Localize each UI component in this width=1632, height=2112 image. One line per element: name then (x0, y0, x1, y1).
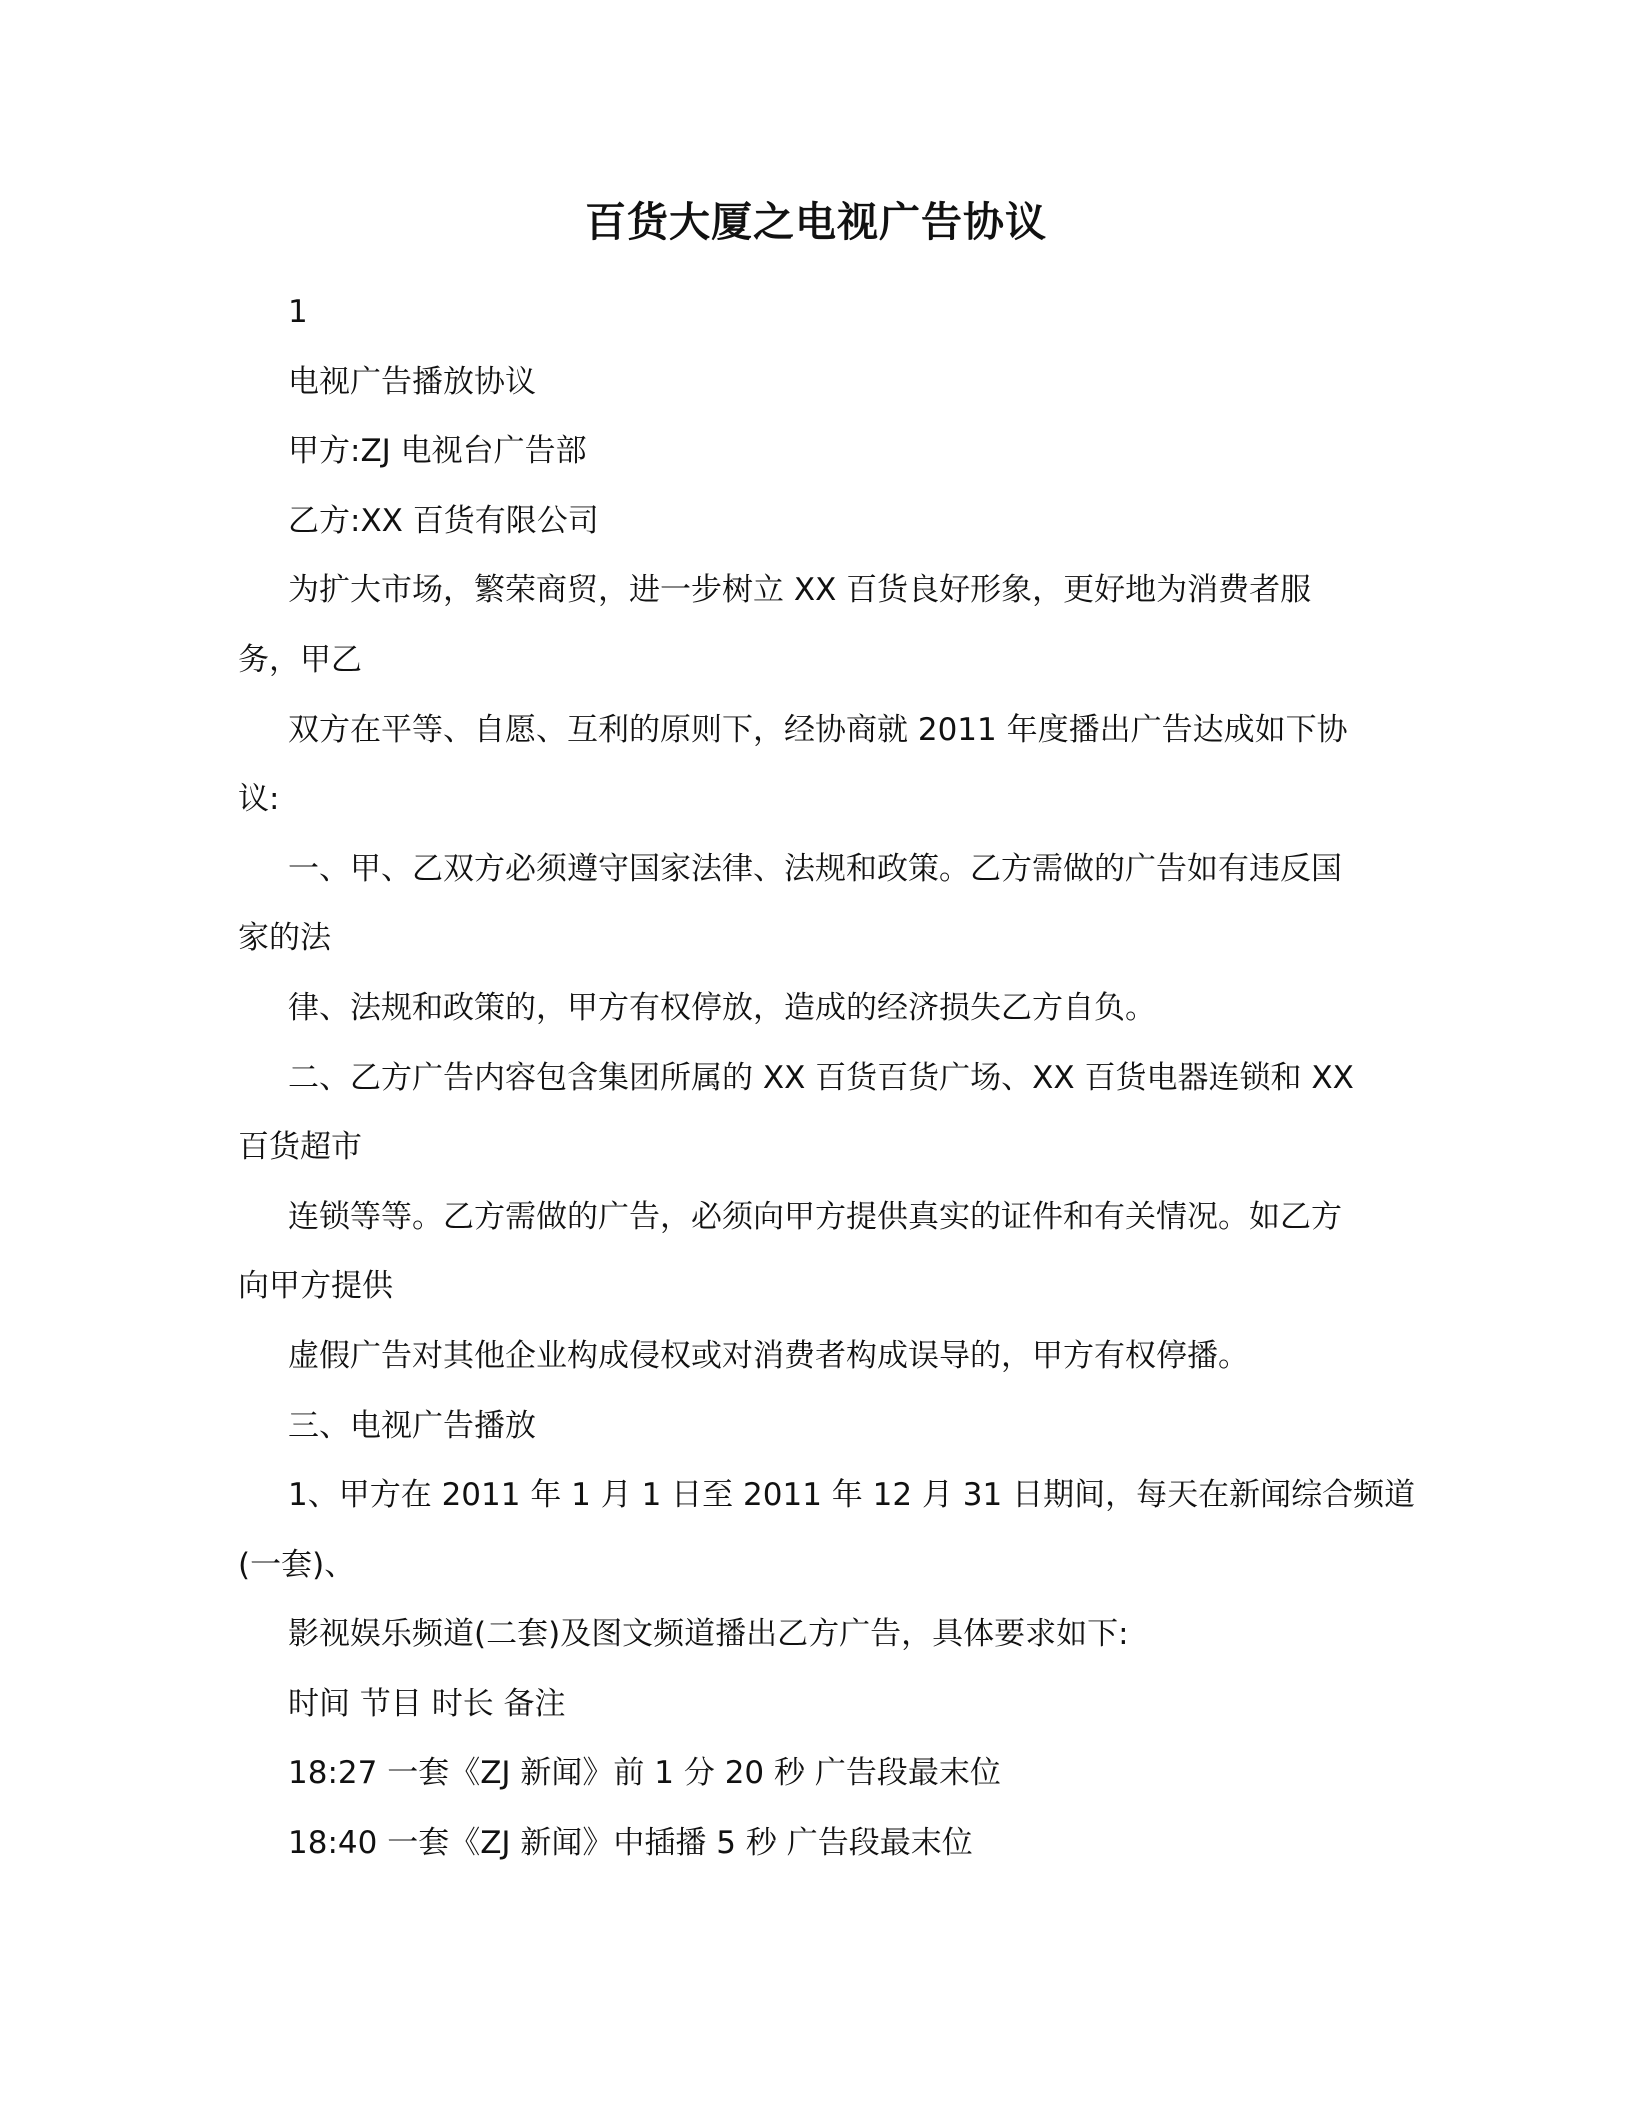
schedule-row: 18:27 一套《ZJ 新闻》前 1 分 20 秒 广告段最末位 (288, 1755, 1001, 1792)
party-a: 甲方:ZJ 电视台广告部 (288, 433, 587, 470)
paragraph-line: 虚假广告对其他企业构成侵权或对消费者构成误导的，甲方有权停播。 (288, 1337, 1249, 1374)
paragraph-line: 律、法规和政策的，甲方有权停放，造成的经济损失乙方自负。 (288, 989, 1156, 1026)
paragraph-line: 连锁等等。乙方需做的广告，必须向甲方提供真实的证件和有关情况。如乙方 (288, 1198, 1342, 1235)
paragraph-line: 向甲方提供 (238, 1268, 393, 1305)
clause-two: 二、乙方广告内容包含集团所属的 XX 百货百货广场、XX 百货电器连锁和 XX (288, 1059, 1354, 1096)
paragraph-line: 务，甲乙 (238, 641, 362, 678)
document-body (238, 278, 1416, 1879)
document-title: 百货大厦之电视广告协议 (585, 198, 1047, 246)
clause-three: 三、电视广告播放 (288, 1407, 536, 1444)
paragraph-line: 为扩大市场，繁荣商贸，进一步树立 XX 百货良好形象，更好地为消费者服 (288, 572, 1312, 609)
subclause-one: 1、甲方在 2011 年 1 月 1 日至 2011 年 12 月 31 日期间，每天在新闻综合频道 (288, 1477, 1416, 1514)
paragraph-line: 百货超市 (238, 1129, 362, 1166)
line-number: 1 (288, 294, 308, 330)
schedule-row: 18:40 一套《ZJ 新闻》中插播 5 秒 广告段最末位 (288, 1825, 973, 1862)
paragraph-line: 影视娱乐频道(二套)及图文频道播出乙方广告，具体要求如下: (288, 1616, 1129, 1653)
party-b: 乙方:XX 百货有限公司 (288, 502, 599, 539)
clause-one: 一、甲、乙双方必须遵守国家法律、法规和政策。乙方需做的广告如有违反国 (288, 850, 1342, 887)
paragraph-line: 议: (238, 781, 280, 818)
paragraph-line: 家的法 (238, 920, 331, 957)
paragraph-line: (一套)、 (238, 1546, 356, 1583)
agreement-heading: 电视广告播放协议 (288, 363, 536, 400)
paragraph-line: 双方在平等、自愿、互利的原则下，经协商就 2011 年度播出广告达成如下协 (288, 711, 1348, 748)
schedule-header: 时间 节目 时长 备注 (288, 1685, 566, 1722)
